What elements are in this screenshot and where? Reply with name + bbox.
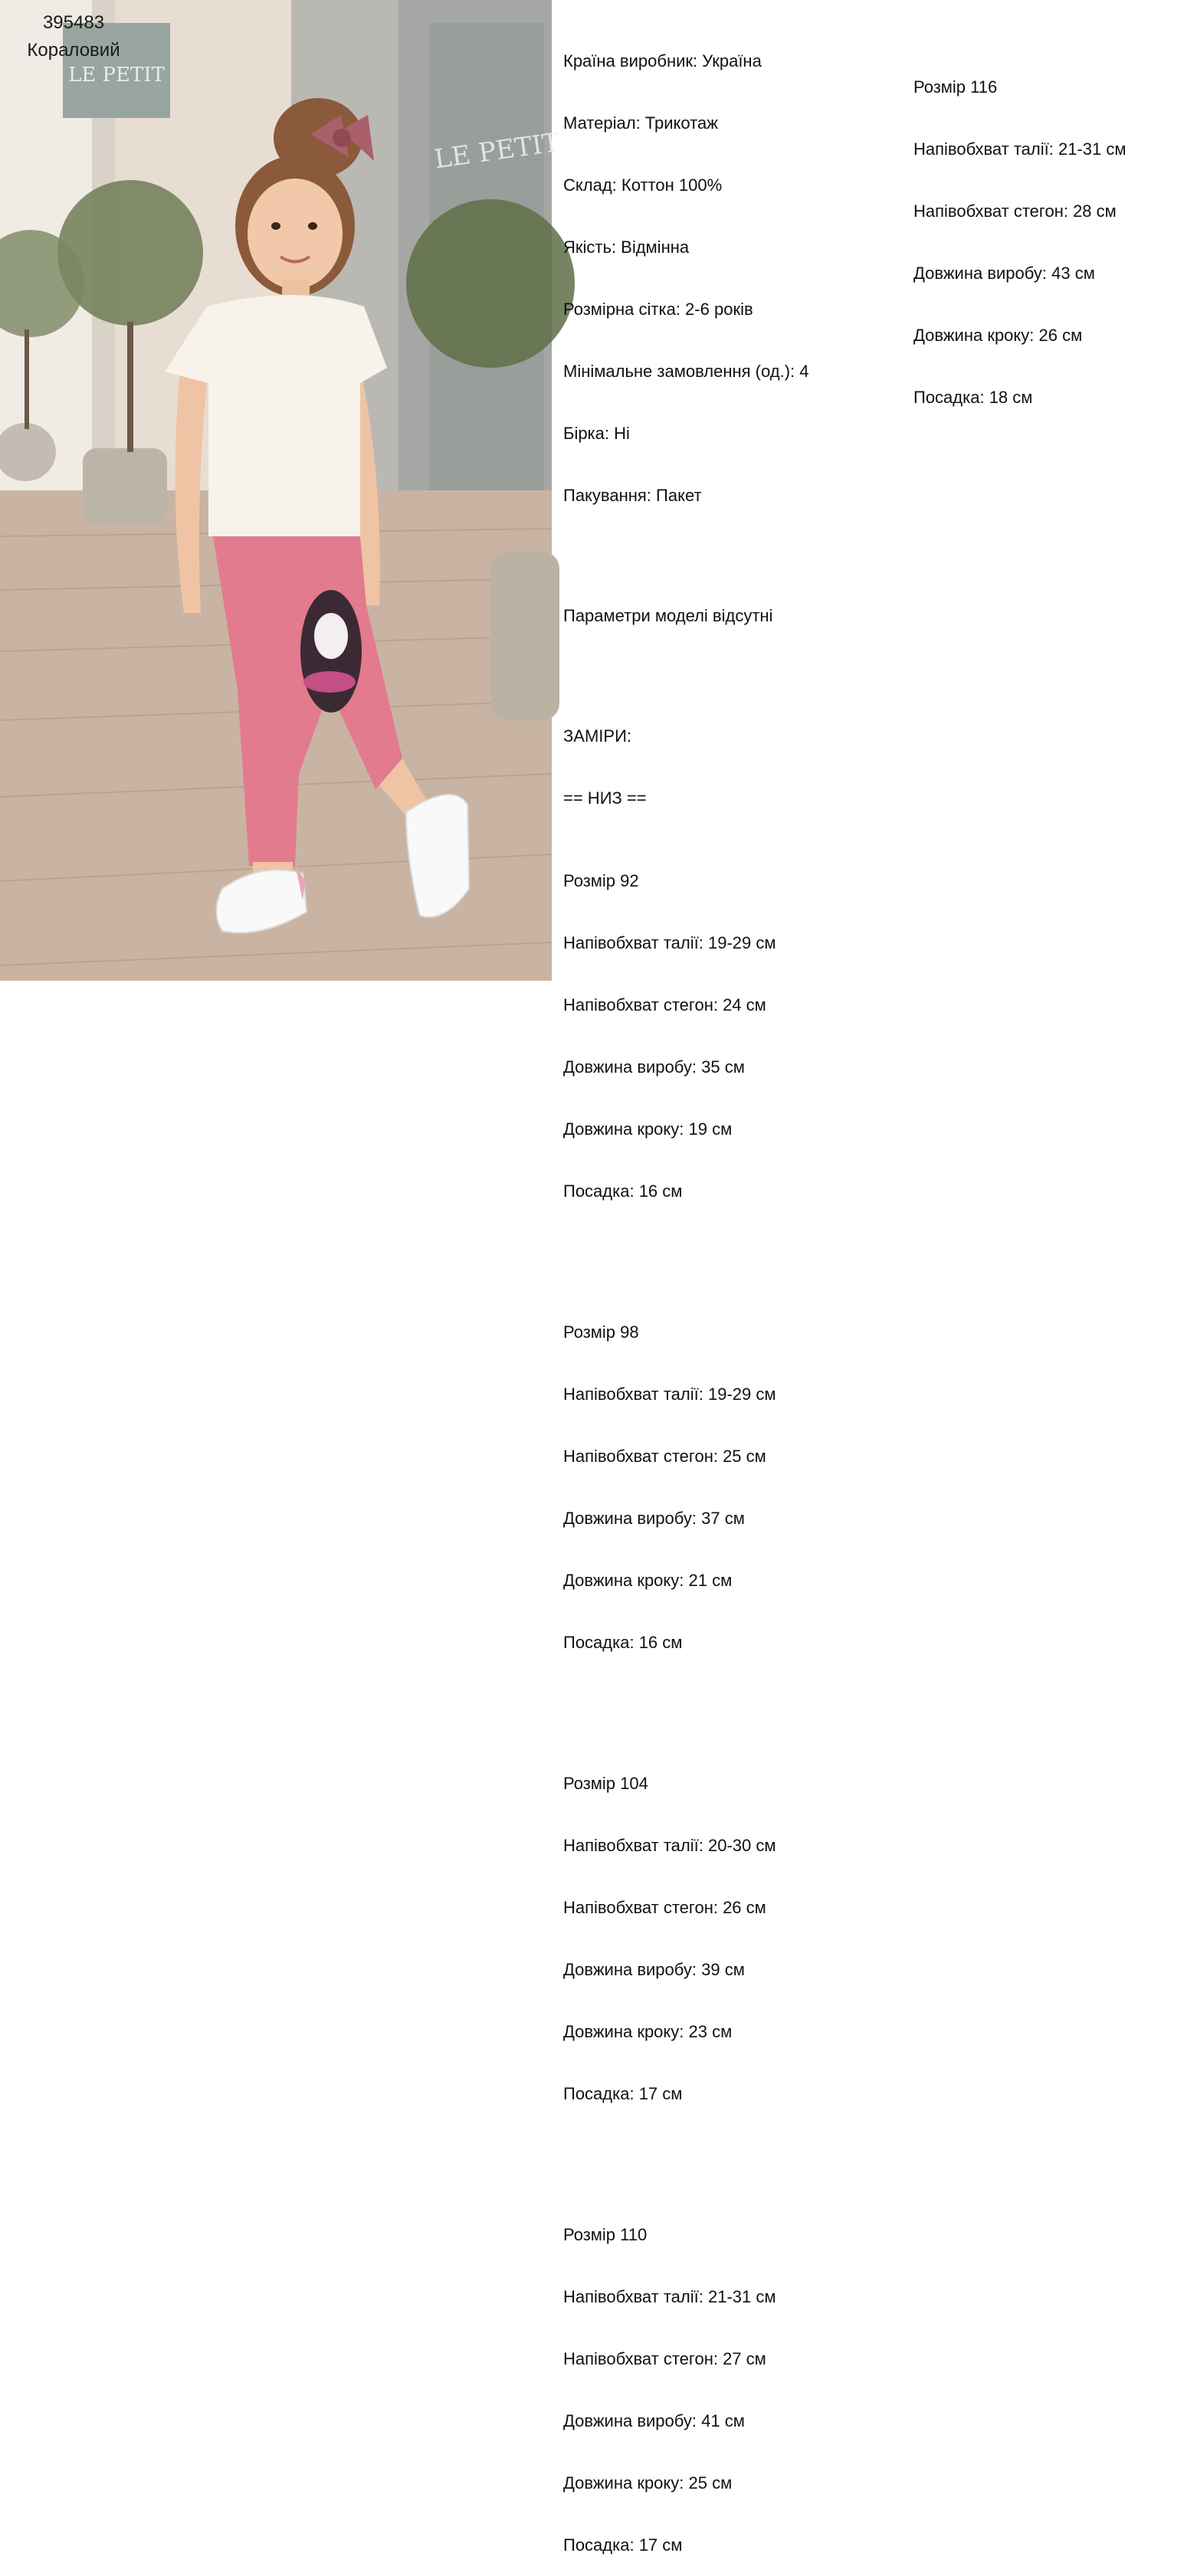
detail-quality: Якість: Відмінна [563, 238, 690, 257]
measurements-title: ЗАМІРИ: [563, 726, 631, 746]
photo-illustration [0, 0, 562, 981]
size-rise: Посадка: 16 см [563, 1633, 683, 1652]
detail-country: Країна виробник: Україна [563, 51, 762, 70]
size-length: Довжина виробу: 37 см [563, 1509, 745, 1528]
size-inseam: Довжина кроку: 21 см [563, 1571, 733, 1590]
size-hips: Напівобхват стегон: 28 см [913, 202, 1117, 221]
size-hips: Напівобхват стегон: 27 см [563, 2349, 766, 2368]
size-rise: Посадка: 17 см [563, 2535, 683, 2555]
color-name: Кораловий [27, 40, 120, 61]
photo-label [0, 9, 147, 64]
size-rise: Посадка: 16 см [563, 1181, 683, 1201]
detail-size-range: Розмірна сітка: 2-6 років [563, 300, 753, 319]
size-length: Довжина виробу: 43 см [913, 264, 1095, 283]
size-title: Розмір 110 [563, 2225, 648, 2244]
detail-packaging: Пакування: Пакет [563, 486, 702, 505]
article-number: 395483 [42, 12, 105, 33]
detail-min-order: Мінімальне замовлення (од.): 4 [563, 362, 809, 381]
size-hips: Напівобхват стегон: 26 см [563, 1898, 766, 1917]
size-length: Довжина виробу: 41 см [563, 2411, 745, 2430]
product-details [563, 9, 808, 2576]
size-waist: Напівобхват талії: 21-31 см [563, 2287, 776, 2306]
window-sign-text: LE PETIT [432, 126, 562, 175]
detail-composition: Склад: Коттон 100% [563, 175, 723, 195]
size-waist: Напівобхват талії: 19-29 см [563, 933, 776, 952]
detail-material: Матеріал: Трикотаж [563, 113, 718, 133]
size-length: Довжина виробу: 39 см [563, 1960, 745, 1979]
model-params: Параметри моделі відсутні [563, 606, 773, 625]
size-inseam: Довжина кроку: 25 см [563, 2473, 733, 2492]
section-title: == НИЗ == [563, 788, 647, 808]
size-inseam: Довжина кроку: 26 см [913, 326, 1083, 345]
size-title: Розмір 92 [563, 871, 639, 890]
size-hips: Напівобхват стегон: 25 см [563, 1447, 766, 1466]
size-waist: Напівобхват талії: 21-31 см [913, 139, 1126, 159]
product-photo [0, 0, 562, 981]
size-title: Розмір 98 [563, 1322, 639, 1342]
size-title: Розмір 116 [913, 77, 998, 97]
size-inseam: Довжина кроку: 23 см [563, 2022, 733, 2041]
size-waist: Напівобхват талії: 20-30 см [563, 1836, 776, 1855]
detail-tag: Бірка: Ні [563, 424, 630, 443]
size-hips: Напівобхват стегон: 24 см [563, 995, 766, 1014]
size-rise: Посадка: 17 см [563, 2084, 683, 2103]
size-title: Розмір 104 [563, 1774, 648, 1793]
size-length: Довжина виробу: 35 см [563, 1057, 745, 1077]
sign-text: LE PETIT [68, 64, 165, 87]
size-rise: Посадка: 18 см [913, 388, 1033, 407]
size-column-right [913, 35, 1126, 428]
size-waist: Напівобхват талії: 19-29 см [563, 1385, 776, 1404]
size-inseam: Довжина кроку: 19 см [563, 1119, 733, 1139]
